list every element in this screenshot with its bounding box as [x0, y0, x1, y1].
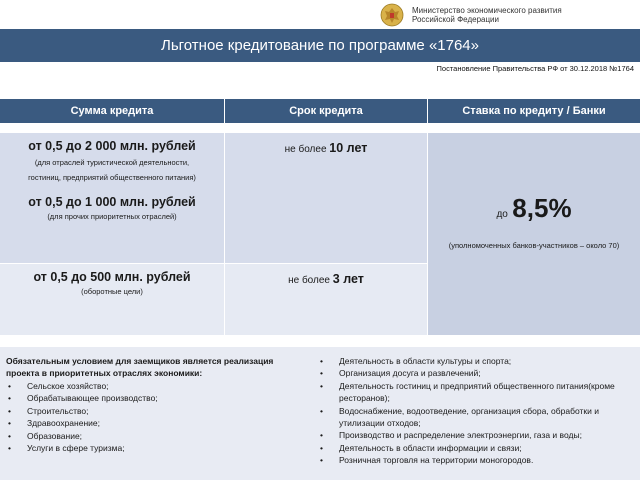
list-item: • Организация досуга и развлечений; — [318, 367, 634, 379]
amount-row2-note: (оборотные цели) — [81, 287, 143, 296]
list-item: • Деятельность в области культуры и спорта; — [318, 355, 634, 367]
term-row2-prefix: не более — [288, 275, 330, 286]
amount-row2: от 0,5 до 500 млн. рублей — [33, 270, 191, 284]
ministry-line-1: Министерство экономического развития — [412, 6, 562, 15]
cell-rate — [428, 133, 640, 335]
cell-amount-row1 — [0, 133, 224, 263]
conditions-panel — [0, 347, 640, 480]
term-row1-prefix: не более — [284, 144, 327, 155]
eagle-emblem-icon — [380, 3, 404, 27]
list-item: • Услуги в сфере туризма; — [6, 442, 306, 454]
list-item: • Водоснабжение, водоотведение, организация сбора, обработки и утилизации отходов; — [318, 405, 634, 430]
header-loan-term: Срок кредита — [225, 99, 427, 123]
list-item: • Деятельность гостиниц и предприятий общественного питания(кроме ресторанов); — [318, 380, 634, 405]
term-row2-value: 3 лет — [332, 272, 364, 286]
amount-a-note-2: гостиниц, предприятий общественного питания) — [28, 173, 196, 182]
rate-note: (уполномоченных банков-участников – около 70) — [448, 241, 620, 250]
list-item: • Строительство; — [6, 405, 306, 417]
list-item: • Производство и распределение электроэнергии, газа и воды; — [318, 429, 634, 441]
rate-value: 8,5% — [512, 193, 572, 223]
rate-line — [428, 193, 640, 224]
amount-a-note-1: (для отраслей туристической деятельности, — [34, 158, 190, 167]
list-item: • Обрабатывающее производство; — [6, 392, 306, 404]
priority-sectors-left — [6, 380, 306, 454]
header-loan-amount: Сумма кредита — [0, 99, 224, 123]
list-item: • Здравоохранение; — [6, 417, 306, 429]
list-item: • Сельское хозяйство; — [6, 380, 306, 392]
conditions-intro-line-2: проекта в приоритетных отраслях экономики: — [6, 368, 203, 378]
term-row2 — [225, 272, 427, 286]
cell-term-row2 — [225, 264, 427, 335]
header-loan-rate: Ставка по кредиту / Банки — [428, 99, 640, 123]
ministry-line-2: Российской Федерации — [412, 15, 499, 24]
conditions-intro — [6, 355, 306, 379]
list-item: • Деятельность в области информации и связи; — [318, 442, 634, 454]
amount-a: от 0,5 до 2 000 млн. рублей — [28, 139, 196, 153]
ministry-name — [412, 6, 562, 24]
conditions-intro-line-1: Обязательным условием для заемщиков является реализация — [6, 356, 274, 366]
term-row1-value: 10 лет — [329, 141, 368, 155]
decree-reference: Постановление Правительства РФ от 30.12.2018 №1764 — [436, 64, 634, 73]
list-item: • Розничная торговля на территории моногородов. — [318, 454, 634, 466]
page-header — [0, 0, 640, 28]
cell-amount-row2 — [0, 264, 224, 335]
amount-b-note: (для прочих приоритетных отраслей) — [47, 212, 177, 221]
cell-term-row1 — [225, 133, 427, 263]
priority-sectors-right — [318, 355, 634, 467]
amount-b: от 0,5 до 1 000 млн. рублей — [28, 195, 196, 209]
rate-prefix: до — [496, 209, 508, 220]
page-title: Льготное кредитование по программе «1764» — [0, 29, 640, 62]
list-item: • Образование; — [6, 430, 306, 442]
term-row1 — [225, 141, 427, 155]
